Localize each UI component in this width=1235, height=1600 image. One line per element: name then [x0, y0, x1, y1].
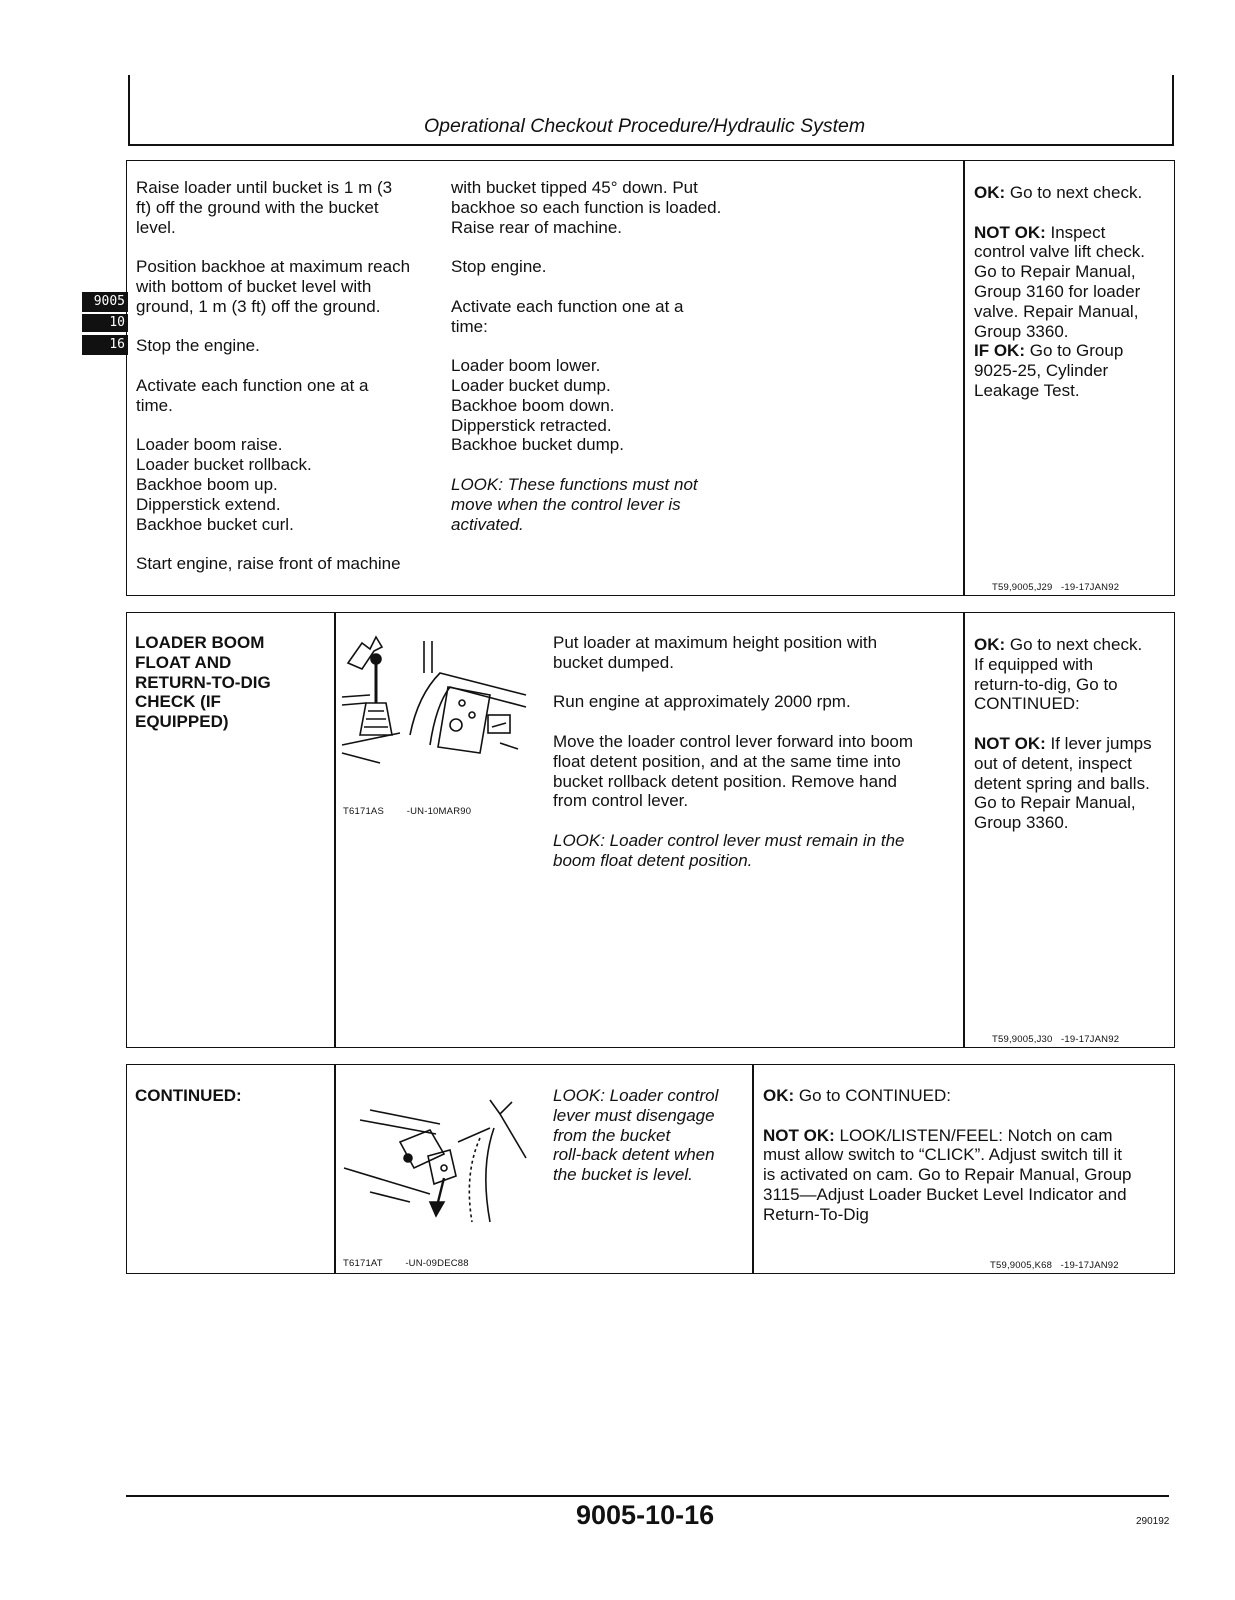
title-line: FLOAT AND — [135, 652, 232, 672]
text-line: valve. Repair Manual, — [974, 301, 1139, 321]
text-line: Start engine, raise front of machine — [136, 554, 401, 574]
section-2-title — [135, 633, 325, 732]
section-2-result — [974, 635, 1169, 833]
look-line: move when the control lever is — [451, 494, 681, 514]
look-line: lever must disengage — [553, 1105, 715, 1125]
ok-text: Go to next check. — [1005, 183, 1143, 202]
look-line: the bucket is level. — [553, 1165, 693, 1185]
section-2-image-caption: T6171AS -UN-10MAR90 — [343, 806, 472, 817]
text-line: Activate each function one at a — [136, 375, 369, 395]
look-line: from the bucket — [553, 1125, 671, 1145]
text-line: 9025-25, Cylinder — [974, 361, 1109, 381]
text-line: ft) off the ground with the bucket — [136, 197, 379, 217]
section-3-image-caption: T6171AT -UN-09DEC88 — [343, 1258, 469, 1269]
text-line: Loader boom raise. — [136, 435, 283, 455]
text-line: Return-To-Dig — [763, 1204, 869, 1224]
text-line: return-to-dig, Go to — [974, 674, 1118, 694]
section-3-divider-b — [752, 1064, 754, 1274]
text-line: backhoe so each function is loaded. — [451, 197, 722, 217]
ok-label: OK: — [974, 183, 1006, 202]
section-3-divider-a — [334, 1064, 336, 1274]
text-line: out of detent, inspect — [974, 753, 1132, 773]
text-line: Dipperstick retracted. — [451, 415, 612, 435]
text-line: Group 3160 for loader — [974, 281, 1141, 301]
section-3-result — [763, 1086, 1168, 1225]
text-line: Leakage Test. — [974, 380, 1080, 400]
text-line: Backhoe boom down. — [451, 395, 615, 415]
text-line: Loader bucket dump. — [451, 375, 611, 395]
text-line: Run engine at approximately 2000 rpm. — [553, 692, 851, 712]
section-3-ref: T59,9005,K68 -19-17JAN92 — [990, 1260, 1119, 1271]
side-tab-line-1: 9005 — [82, 292, 128, 312]
look-line: LOOK: These functions must not — [451, 474, 698, 494]
ifok-label: IF OK: — [974, 341, 1025, 361]
page-number: 9005-10-16 — [576, 1500, 715, 1530]
text-line: Raise loader until bucket is 1 m (3 — [136, 178, 393, 197]
look-line: roll-back detent when — [553, 1145, 715, 1165]
section-2-steps — [553, 633, 953, 871]
text-line: Activate each function one at a — [451, 296, 684, 316]
title-line: RETURN-TO-DIG — [135, 672, 271, 692]
page-title: Operational Checkout Procedure/Hydraulic System — [424, 115, 866, 137]
header-left-rule — [128, 75, 130, 145]
text-line: Dipperstick extend. — [136, 494, 281, 514]
notok-text: Inspect — [1045, 222, 1106, 242]
notok-text: If lever jumps — [1045, 733, 1152, 753]
text-line: Stop engine. — [451, 257, 547, 277]
text-line: with bucket tipped 45° down. Put — [451, 178, 698, 197]
section-1-divider — [963, 160, 965, 596]
ok-label: OK: — [763, 1086, 795, 1105]
text-line: with bottom of bucket level with — [136, 276, 372, 296]
text-line: float detent position, and at the same time into — [553, 751, 901, 771]
text-line: Go to Repair Manual, — [974, 793, 1136, 813]
ok-text: Go to next check. — [1005, 635, 1143, 654]
notok-label: NOT OK: — [974, 222, 1046, 242]
bucket-cam-illustration — [340, 1098, 540, 1228]
text-line: time: — [451, 316, 488, 336]
title-line: EQUIPPED) — [135, 712, 229, 732]
section-1-col-1 — [136, 178, 441, 574]
text-line: Stop the engine. — [136, 336, 260, 356]
text-line: Put loader at maximum height position with — [553, 633, 878, 652]
ifok-text: Go to Group — [1025, 341, 1124, 361]
section-2-ref: T59,9005,J30 -19-17JAN92 — [992, 1034, 1120, 1045]
text-line: Backhoe bucket curl. — [136, 514, 294, 534]
text-line: detent spring and balls. — [974, 773, 1150, 793]
section-1-ref: T59,9005,J29 -19-17JAN92 — [992, 582, 1120, 593]
control-lever-illustration — [340, 625, 540, 765]
notok-text: LOOK/LISTEN/FEEL: Notch on cam — [834, 1125, 1113, 1145]
text-line: Loader bucket rollback. — [136, 455, 312, 475]
header-right-rule — [1172, 75, 1174, 145]
text-line: CONTINUED: — [974, 694, 1080, 714]
footer-code: 290192 — [1136, 1516, 1170, 1527]
notok-label: NOT OK: — [763, 1125, 835, 1145]
look-line: boom float detent position. — [553, 850, 753, 870]
look-line: activated. — [451, 514, 524, 534]
section-2-divider-b — [963, 612, 965, 1048]
text-line: Raise rear of machine. — [451, 217, 623, 237]
title-line: CHECK (IF — [135, 692, 221, 712]
side-tab-line-3: 16 — [82, 335, 128, 355]
text-line: Move the loader control lever forward into boom — [553, 731, 914, 751]
section-1-col-2 — [451, 178, 751, 534]
text-line: from control lever. — [553, 791, 689, 811]
section-3-look — [553, 1086, 743, 1185]
header-bottom-rule — [128, 144, 1174, 146]
notok-label: NOT OK: — [974, 733, 1046, 753]
text-line: Backhoe boom up. — [136, 474, 278, 494]
footer-rule — [126, 1495, 1169, 1497]
text-line: Position backhoe at maximum reach — [136, 257, 411, 277]
text-line: Backhoe bucket dump. — [451, 435, 624, 455]
section-1-result — [974, 183, 1169, 401]
ok-text: Go to CONTINUED: — [794, 1086, 951, 1105]
look-line: LOOK: Loader control — [553, 1086, 719, 1105]
text-line: Group 3360. — [974, 321, 1069, 341]
text-line: Group 3360. — [974, 813, 1069, 833]
ok-label: OK: — [974, 635, 1006, 654]
section-3-title: CONTINUED: — [135, 1086, 242, 1105]
text-line: is activated on cam. Go to Repair Manual, Group — [763, 1165, 1132, 1185]
text-line: level. — [136, 217, 176, 237]
section-2-divider-a — [334, 612, 336, 1048]
text-line: must allow switch to “CLICK”. Adjust switch till it — [763, 1145, 1122, 1165]
text-line: control valve lift check. — [974, 242, 1146, 262]
text-line: bucket rollback detent position. Remove hand — [553, 771, 897, 791]
text-line: bucket dumped. — [553, 652, 674, 672]
text-line: time. — [136, 395, 173, 415]
text-line: 3115—Adjust Loader Bucket Level Indicator and — [763, 1184, 1127, 1204]
text-line: Loader boom lower. — [451, 356, 601, 376]
text-line: If equipped with — [974, 654, 1094, 674]
text-line: Go to Repair Manual, — [974, 262, 1136, 282]
text-line: ground, 1 m (3 ft) off the ground. — [136, 296, 381, 316]
title-line: LOADER BOOM — [135, 633, 265, 652]
side-tab-line-2: 10 — [82, 314, 128, 332]
look-line: LOOK: Loader control lever must remain in the — [553, 830, 905, 850]
